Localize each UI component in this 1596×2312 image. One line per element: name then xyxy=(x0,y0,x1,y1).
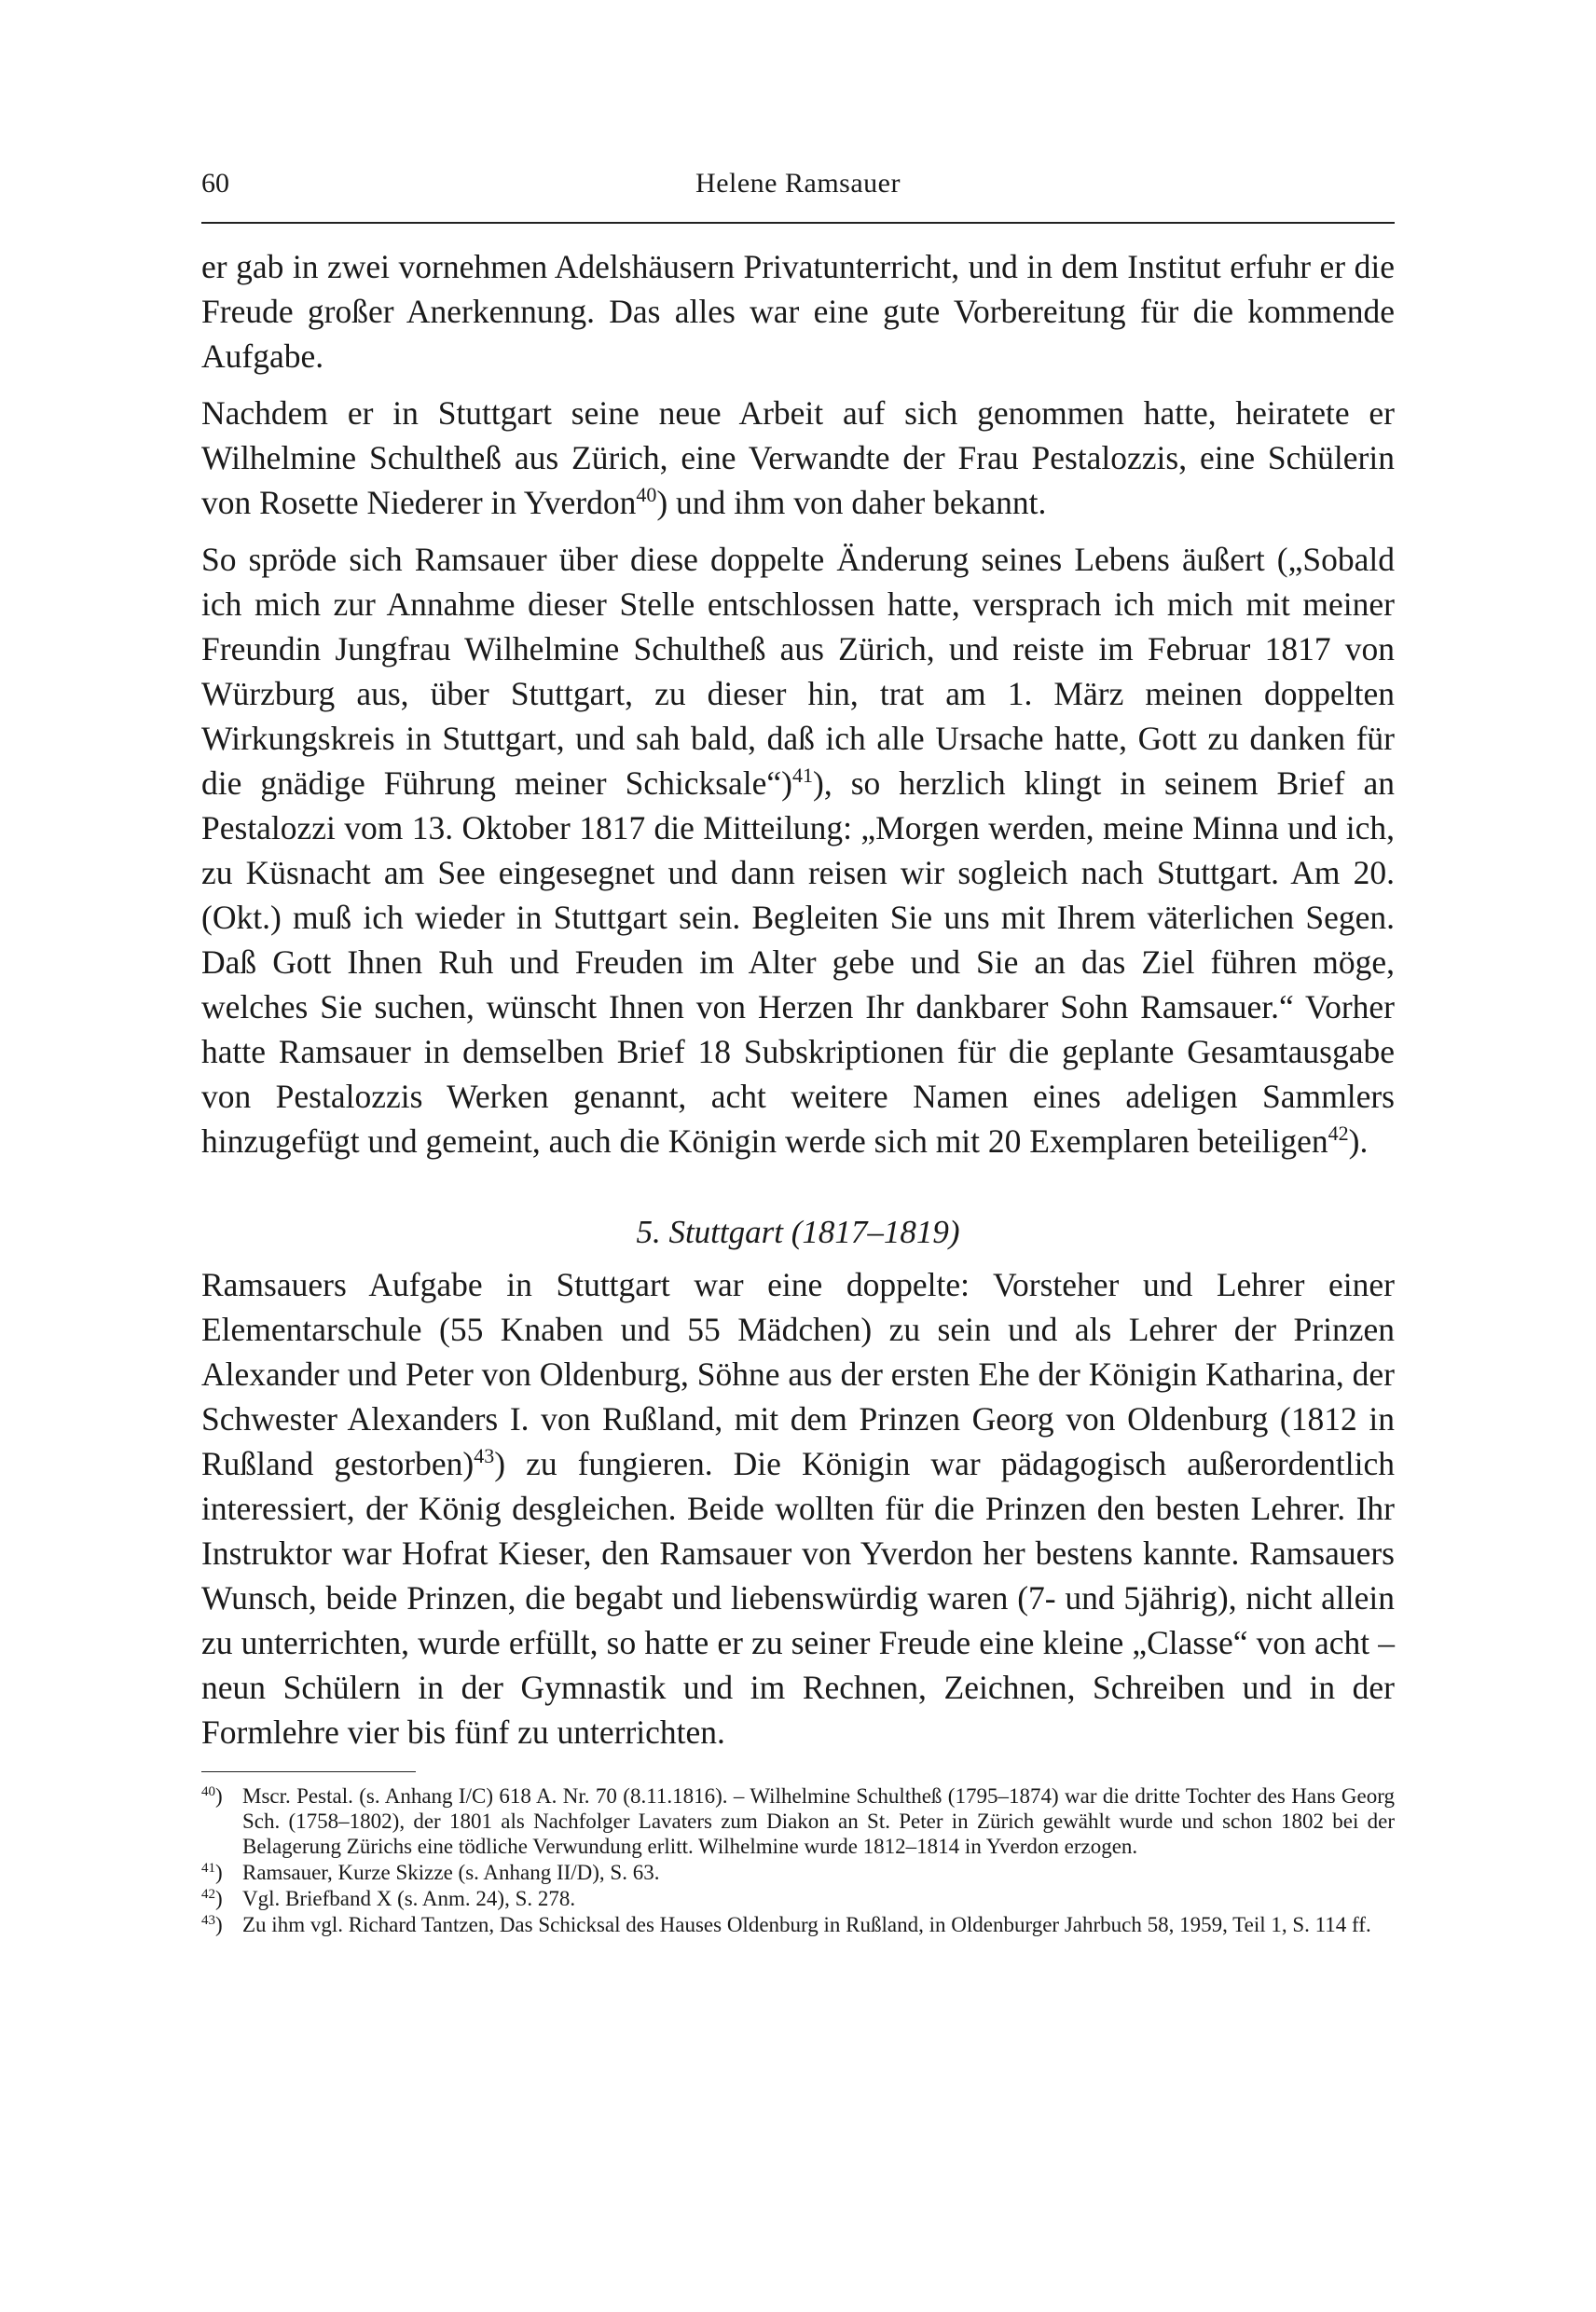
paragraph-text: ) und ihm von daher bekannt. xyxy=(656,484,1047,521)
footnotes xyxy=(201,1783,1395,1937)
paragraph-text: Ramsauers Aufgabe in Stuttgart war eine doppelte: Vorsteher und Lehrer einer Elementarschule (55 Knaben und 55 Mädchen) zu sein und als Lehrer der Prinzen Alexander und Peter von Oldenburg, Söhne aus der ersten Ehe der Königin Katharina, der Schwester Alexanders I. von Rußland, mit dem Prinzen Georg von Oldenburg (1812 in Rußland gestorben) xyxy=(201,1266,1395,1482)
paragraph-3 xyxy=(201,537,1395,1163)
footnote-text: Zu ihm vgl. Richard Tantzen, Das Schicksal des Hauses Oldenburg in Rußland, in Oldenburger Jahrbuch 58, 1959, Teil 1, S. 114 ff. xyxy=(242,1913,1371,1936)
footnote-43 xyxy=(201,1912,1395,1937)
footnote-ref-43: 43 xyxy=(474,1444,495,1467)
paragraph-text: er gab in zwei vornehmen Adelshäusern Privatunterricht, und in dem Institut erfuhr er die Freude großer Anerkennung. Das alles war eine gute Vorbereitung für die kommende Aufgabe. xyxy=(201,248,1395,375)
paragraph-text: So spröde sich Ramsauer über diese doppelte Änderung seines Lebens äußert („Sobald ich mich zur Annahme dieser Stelle entschlossen hatte, versprach ich mich mit meiner Freundin Jungfrau Wilhelmine Schultheß aus Zürich, und reiste im Februar 1817 von Würzburg aus, über Stuttgart, zu dieser hin, trat am 1. März meinen doppelten Wirkungskreis in Stuttgart, und sah bald, daß ich alle Ursache hatte, Gott zu danken für die gnädige Führung meiner Schicksale“) xyxy=(201,541,1395,802)
footnote-number: 42 xyxy=(201,1887,215,1902)
footnote-text: Ramsauer, Kurze Skizze (s. Anhang II/D), S. 63. xyxy=(242,1861,660,1884)
footnote-ref-42: 42 xyxy=(1328,1122,1349,1145)
footnote-40 xyxy=(201,1783,1395,1859)
section-heading: 5. Stuttgart (1817–1819) xyxy=(636,1214,960,1250)
footnote-mark: $^{41}$) xyxy=(201,1861,223,1884)
paragraph-1 xyxy=(201,244,1395,378)
page-number: 60 xyxy=(201,168,229,199)
paragraph-text: ). xyxy=(1348,1122,1369,1160)
footnote-number: 43 xyxy=(201,1913,215,1928)
footnote-42 xyxy=(201,1886,1395,1911)
footnote-divider xyxy=(201,1771,416,1772)
paragraph-text: ), so herzlich klingt in seinem Brief an Pestalozzi vom 13. Oktober 1817 die Mitteilung: „Morgen werden, meine Minna und ich, zu Küsnacht am See eingesegnet und dann reisen wir sogleich nach Stuttgart. Am 20. (Okt.) muß ich wieder in Stuttgart sein. Begleiten Sie uns mit Ihrem väterlichen Segen. Daß Gott Ihnen Ruh und Freuden im Alter gebe und Sie an das Ziel führen möge, welches Sie suchen, wünscht Ihnen von Herzen Ihr dankbarer Sohn Ramsauer.“ Vorher hatte Ramsauer in demselben Brief 18 Subskriptionen für die geplante Gesamtausgabe von Pestalozzis Werken genannt, acht weitere Namen eines adeligen Sammlers hinzugefügt und gemeint, auch die Königin werde sich mit 20 Exemplaren beteiligen xyxy=(201,764,1395,1160)
footnote-mark: $^{40}$) xyxy=(201,1784,223,1808)
running-title: Helene Ramsauer xyxy=(695,168,901,199)
section-paragraph xyxy=(201,1262,1395,1755)
footnote-text: Mscr. Pestal. (s. Anhang I/C) 618 A. Nr. 70 (8.11.1816). – Wilhelmine Schultheß (1795–1874) war die dritte Tochter des Hans Georg Sch. (1758–1802), der 1801 als Nachfolger Lavaters zum Diakon an St. Peter in Zürich gewählt wurde und schon 1802 bei der Belagerung Zürichs eine tödliche Verwundung erlitt. Wilhelmine wurde 1812–1814 in Yverdon erzogen. xyxy=(242,1784,1395,1858)
footnote-41 xyxy=(201,1860,1395,1885)
footnote-mark: $^{42}$) xyxy=(201,1887,223,1910)
page-header xyxy=(201,168,1395,224)
footnote-number: 40 xyxy=(201,1784,215,1799)
footnote-text: Vgl. Briefband X (s. Anm. 24), S. 278. xyxy=(242,1887,576,1910)
paragraph-text: Nachdem er in Stuttgart seine neue Arbeit auf sich genommen hatte, heiratete er Wilhelmine Schultheß aus Zürich, eine Verwandte der Frau Pestalozzis, eine Schülerin von Rosette Niederer in Yverdon xyxy=(201,394,1395,521)
footnote-mark: $^{43}$) xyxy=(201,1913,223,1936)
footnote-ref-41: 41 xyxy=(792,764,813,787)
book-page xyxy=(201,168,1395,1938)
paragraph-text: ) zu fungieren. Die Königin war pädagogisch außerordentlich interessiert, der König desgleichen. Beide wollten für die Prinzen den besten Lehrer. Ihr Instruktor war Hofrat Kieser, den Ramsauer von Yverdon her bestens kannte. Ramsauers Wunsch, beide Prinzen, die begabt und liebenswürdig waren (7- und 5jährig), nicht allein zu unterrichten, wurde erfüllt, so hatte er zu seiner Freude eine kleine „Classe“ von acht – neun Schülern in der Gymnastik und im Rechnen, Zeichnen, Schreiben und in der Formlehre vier bis fünf zu unterrichten. xyxy=(201,1445,1396,1751)
footnote-ref-40: 40 xyxy=(636,483,657,506)
main-text xyxy=(201,244,1395,1755)
footnote-number: 41 xyxy=(201,1861,215,1876)
paragraph-2 xyxy=(201,391,1395,525)
